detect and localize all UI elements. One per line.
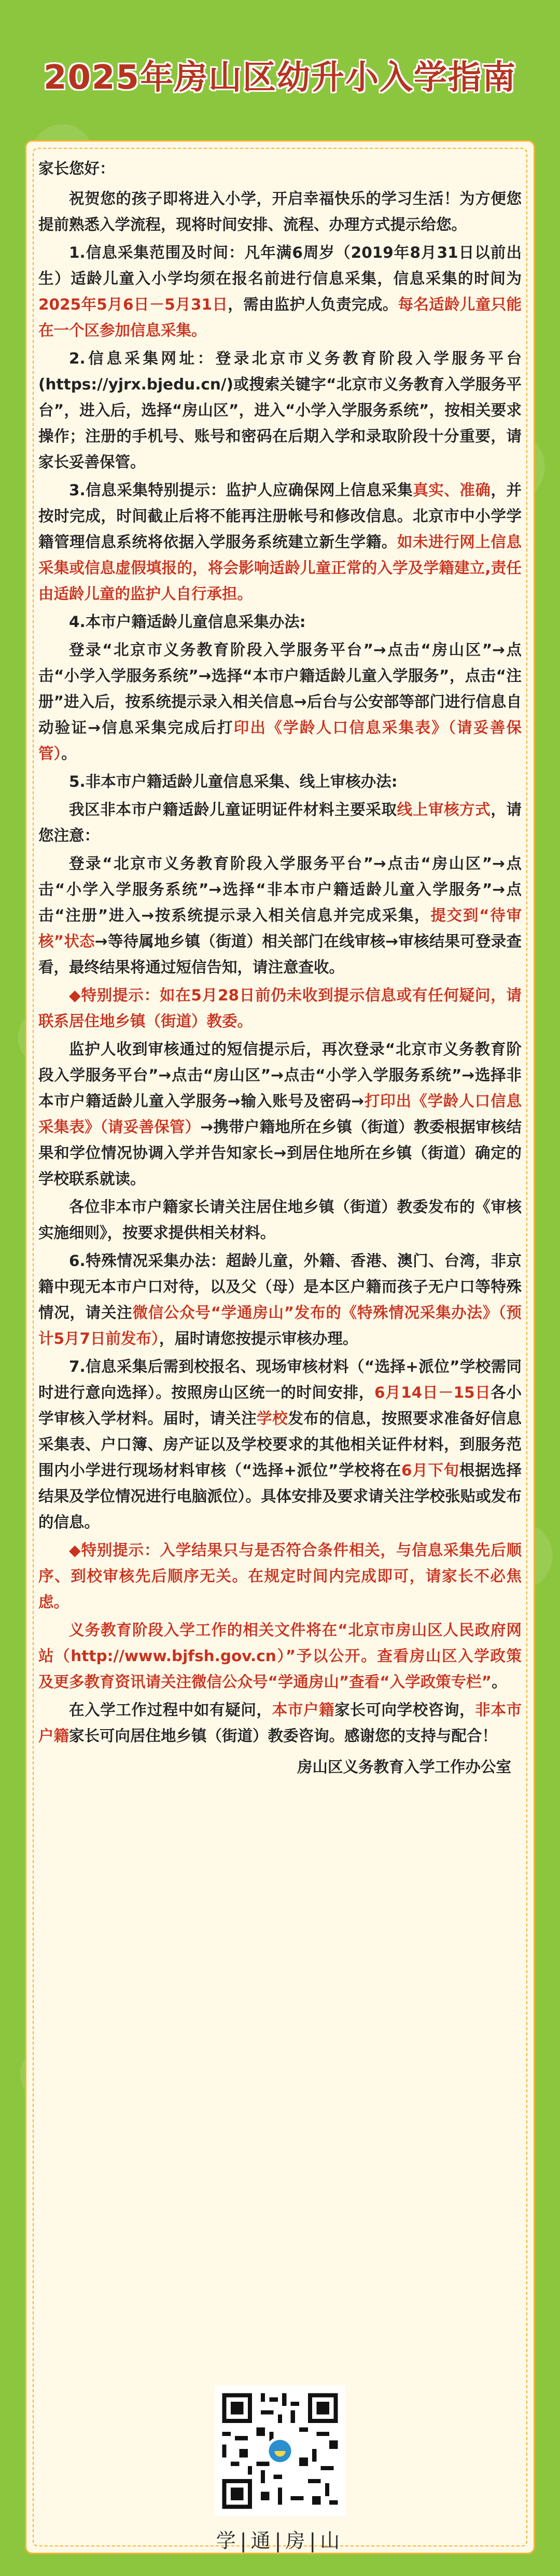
s3-text: 3.信息采集特别提示：监护人应确保网上信息采集 xyxy=(69,481,413,499)
s5-text-2: ，请您注意： xyxy=(38,801,522,844)
section-6 xyxy=(38,1248,522,1352)
qr-caption: 学|通|房|山 xyxy=(216,2529,344,2552)
s7-late-june: 6月下旬 xyxy=(401,1461,459,1479)
p6-highlight: 打印出《学龄人口信息采集表》（请妥善保管） xyxy=(38,1092,522,1136)
s5-highlight: 线上审核方式 xyxy=(397,801,491,818)
section-2: 2.信息采集网址：登录北京市义务教育阶段入学服务平台(https://yjrx.bjedu.cn/)或搜索关键字“北京市义务教育入学服务平台”，进入后，选择“房山区”，进入“小学入学服务系统”，按相关要求操作；注册的手机号、账号和密码在后期入学和录取阶段十分重要，请家长妥善保管。 xyxy=(38,350,522,471)
p8-text: 义务教育阶段入学工作的相关文件将在“北京市房山区人民政府网站（http://www.bjfsh.gov.cn）”予以公开。查看房山区入学政策及更多教育资讯请关注微信公众号“学通房山”查看“入学政策专栏” xyxy=(38,1621,522,1691)
s1-warning: 每名适龄儿童只能在一个区参加信息采集。 xyxy=(38,296,522,339)
s7-dates: 6月14日－15日 xyxy=(374,1384,491,1401)
p9-text: 在入学工作过程中如有疑问， xyxy=(69,1701,272,1719)
s1-text: 1.信息采集范围及时间：凡年满6周岁（2019年8月31日以前出生）适龄儿童入小学均须在报名前进行信息采集，信息采集的时间为 xyxy=(38,244,522,287)
s1-text-2: ，需由监护人负责完成。 xyxy=(228,296,398,313)
special-tip-1: ◆特别提示：如在5月28日前仍未收到提示信息或有任何疑问，请联系居住地乡镇（街道）教委。 xyxy=(38,986,522,1030)
greeting: 家长您好： xyxy=(38,160,115,177)
s4-text: 登录“北京市义务教育阶段入学服务平台”→点击“房山区”→点击“小学入学服务系统”→选择“本市户籍适龄儿童入学服务”，点击“注册”进入后，按系统提示录入相关信息→后台与公安部等部门进行信息自动验证→信息采集完成后打 xyxy=(38,641,522,736)
s5-steps-text: 登录“北京市义务教育阶段入学服务平台”→点击“房山区”→点击“小学入学服务系统”→选择“非本市户籍适龄儿童入学服务”→点击“注册”进入→按系统提示录入相关信息并完成采集， xyxy=(38,855,522,924)
section-4-heading: 4.本市户籍适龄儿童信息采集办法: xyxy=(69,613,306,631)
notice-content xyxy=(38,156,522,1782)
paragraph-policy-links xyxy=(38,1617,522,1695)
p9-local: 本市户籍 xyxy=(272,1701,335,1719)
paragraph-district-rules: 各位非本市户籍家长请关注居住地乡镇（街道）教委发布的《审核实施细则》，按要求提供相关材料。 xyxy=(38,1198,522,1242)
p9-text-3: 家长可向居住地乡镇（街道）教委咨询。感谢您的支持与配合！ xyxy=(69,1727,498,1745)
s6-text-2: ，届时请您按提示审核办理。 xyxy=(159,1330,358,1347)
s6-highlight: 微信公众号“学通房山”发布的《特殊情况采集办法》（预计5月7日前发布） xyxy=(38,1304,522,1347)
s3-warning: 如未进行网上信息采集或信息虚假填报的，将会影响适龄儿童正常的入学及学籍建立,责任由适龄儿童的监护人自行承担。 xyxy=(38,533,522,603)
page-title-area xyxy=(0,54,560,101)
s5-text: 我区非本市户籍适龄儿童证明证件材料主要采取 xyxy=(69,801,397,818)
s7-text-3: 发布的信息，按照要求准备好信息采集表、户口簿、房产证以及学校要求的其他相关证件材料，到服务范围内小学进行现场材料审核（“选择+派位”学校将在 xyxy=(38,1410,522,1479)
section-1 xyxy=(38,240,522,343)
paragraph-print-form xyxy=(38,1036,522,1192)
qr-code-area xyxy=(205,2386,355,2516)
page-title: 2025年房山区幼升小入学指南 xyxy=(43,59,517,97)
intro-paragraph: 祝贺您的孩子即将进入小学，开启幸福快乐的学习生活！为方便您提前熟悉入学流程，现将时间安排、流程、办理方式提示给您。 xyxy=(38,190,522,233)
section-5-steps xyxy=(38,851,522,980)
s4-end: 。 xyxy=(61,745,77,762)
section-5-heading: 5.非本市户籍适龄儿童信息采集、线上审核办法: xyxy=(69,773,398,790)
section-5-intro xyxy=(38,797,522,848)
s5-steps-text-2: →等待属地乡镇（街道）相关部门在线审核→审核结果可登录查看，最终结果将通过短信告知，请注意查收。 xyxy=(38,932,522,976)
s7-text: 7.信息采集后需到校报名、现场审核材料（“选择+派位”学校需同时进行意向选择）。按照房山区统一的时间安排， xyxy=(38,1358,522,1401)
s7-text-2: 各小学审核入学材料。届时，请关注 xyxy=(38,1384,522,1427)
qr-code-icon[interactable] xyxy=(215,2386,345,2516)
signature: 房山区义务教育入学工作办公室 xyxy=(297,1758,511,1776)
section-7 xyxy=(38,1354,522,1535)
s1-dates: 2025年5月6日－5月31日 xyxy=(38,296,228,313)
p6-text-2: →携带户籍地所在乡镇（街道）教委根据审核结果和学位情况协调入学并告知家长→到居住地所在乡镇（街道）确定的学校联系就读。 xyxy=(38,1118,522,1188)
p8-end: 。 xyxy=(492,1673,507,1691)
s6-text: 6.特殊情况采集办法：超龄儿童，外籍、香港、澳门、台湾，非京籍中现无本市户口对待，以及父（母）是本区户籍而孩子无户口等特殊情况，请关注 xyxy=(38,1252,522,1321)
s5-status-highlight: 提交到“待审核”状态 xyxy=(38,907,522,950)
section-3 xyxy=(38,477,522,607)
section-4 xyxy=(38,637,522,767)
p6-text: 监护人收到审核通过的短信提示后，再次登录“北京市义务教育阶段入学服务平台”→点击“房山区”→点击“小学入学服务系统”→选择非本市户籍适龄儿童入学服务→输入账号及密码→ xyxy=(38,1040,522,1110)
s7-text-4: 根据选择结果及学位情况进行电脑派位）。具体安排及要求请关注学校张贴或发布的信息。 xyxy=(38,1461,522,1531)
special-tip-2: ◆特别提示：入学结果只与是否符合条件相关，与信息采集先后顺序、到校审核先后顺序无关。在规定时间内完成即可，请家长不必焦虑。 xyxy=(38,1541,522,1611)
s3-highlight: 真实、准确 xyxy=(413,481,491,499)
s4-highlight: 印出《学龄人口信息采集表》（请妥善保管） xyxy=(38,719,522,762)
paragraph-contact xyxy=(38,1697,522,1749)
p9-nonlocal: 非本市户籍 xyxy=(38,1701,522,1745)
p9-text-2: 家长可向学校咨询， xyxy=(334,1701,475,1719)
s7-school: 学校 xyxy=(257,1410,288,1427)
s3-text-2: ，并按时完成，时间截止后将不能再注册帐号和修改信息。北京市中小学学籍管理信息系统将依据入学服务系统建立新生学籍。 xyxy=(38,481,522,551)
